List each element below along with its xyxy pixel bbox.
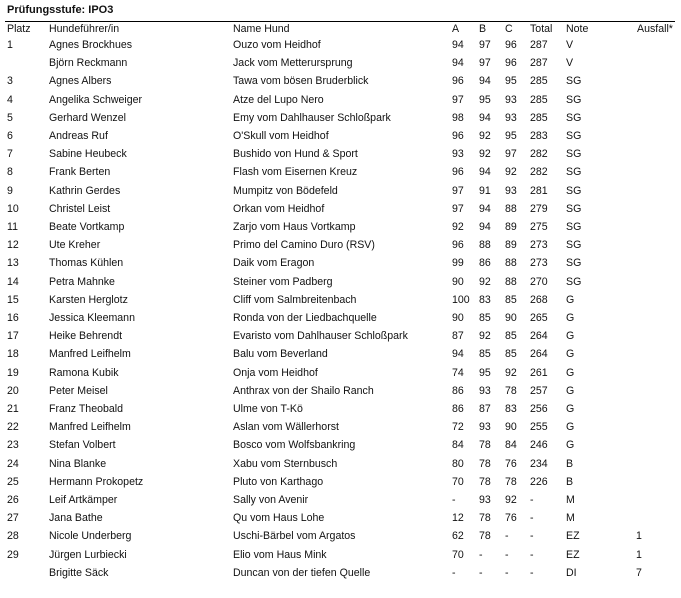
cell-dog-name: Zarjo vom Haus Vortkamp: [233, 221, 356, 233]
cell-grade: B: [566, 457, 574, 470]
cell-dog-name: Atze del Lupo Nero: [233, 93, 324, 106]
cell-score-b: 92: [479, 275, 491, 288]
cell-total: 287: [530, 57, 548, 70]
cell-platz: 12: [7, 239, 19, 252]
cell-total: 282: [530, 148, 548, 161]
cell-score-c: 96: [505, 57, 517, 70]
cell-total: 246: [530, 439, 548, 452]
cell-total: -: [530, 566, 534, 579]
header-platz: Platz: [7, 23, 31, 35]
cell-score-b: -: [479, 566, 483, 579]
cell-handler: Ute Kreher: [49, 239, 101, 252]
cell-handler: Ramona Kubik: [49, 366, 119, 379]
cell-dog-name: Daik vom Eragon: [233, 257, 315, 270]
cell-total: -: [530, 548, 534, 561]
cell-dog-name: Tawa vom bösen Bruderblick: [233, 75, 369, 88]
cell-score-a: 74: [452, 366, 464, 379]
cell-score-a: 96: [452, 166, 464, 179]
cell-score-a: 96: [452, 239, 464, 252]
table-row: [0, 147, 681, 161]
cell-score-b: 78: [479, 457, 491, 470]
cell-dog-name: Jack vom Metterursprung: [233, 57, 353, 70]
cell-platz: 20: [7, 384, 19, 397]
cell-score-a: 97: [452, 202, 464, 215]
cell-grade: SG: [566, 275, 582, 288]
cell-score-b: 78: [479, 475, 491, 488]
table-row: [0, 184, 681, 198]
cell-grade: V: [566, 57, 574, 70]
cell-total: 226: [530, 475, 548, 488]
cell-platz: 25: [7, 475, 19, 488]
cell-score-c: 92: [505, 166, 517, 179]
cell-total: 255: [530, 421, 548, 434]
cell-score-b: 97: [479, 39, 491, 51]
cell-score-c: 88: [505, 202, 517, 215]
cell-dog-name: Anthrax von der Shailo Ranch: [233, 384, 374, 397]
cell-platz: 14: [7, 275, 19, 288]
cell-grade: SG: [566, 93, 582, 106]
cell-score-b: 94: [479, 166, 491, 179]
cell-dog-name: Mumpitz von Bödefeld: [233, 184, 338, 197]
cell-score-a: 94: [452, 39, 464, 51]
cell-grade: G: [566, 384, 575, 397]
cell-total: 264: [530, 348, 548, 361]
header-dog-name: Name Hund: [233, 23, 290, 35]
cell-handler: Nicole Underberg: [49, 530, 132, 543]
cell-total: 275: [530, 221, 548, 233]
cell-dropout: 7: [636, 566, 642, 579]
table-row: [0, 56, 681, 70]
cell-handler: Christel Leist: [49, 202, 111, 215]
cell-grade: V: [566, 39, 574, 51]
cell-score-c: 88: [505, 257, 517, 270]
cell-dog-name: Sally von Avenir: [233, 494, 309, 506]
cell-grade: G: [566, 330, 575, 343]
table-row: [0, 256, 681, 270]
cell-handler: Agnes Albers: [49, 75, 112, 88]
cell-platz: 21: [7, 403, 19, 415]
cell-total: 273: [530, 239, 548, 252]
cell-handler: Karsten Herglotz: [49, 293, 128, 306]
cell-score-a: 92: [452, 221, 464, 233]
cell-score-b: 86: [479, 257, 491, 270]
cell-score-a: 62: [452, 530, 464, 543]
cell-dog-name: Flash vom Eisernen Kreuz: [233, 166, 358, 179]
cell-score-b: 95: [479, 93, 491, 106]
table-row: [0, 493, 681, 507]
table-row: [0, 529, 681, 543]
cell-grade: G: [566, 403, 575, 415]
table-header: [0, 22, 681, 36]
cell-platz: 29: [7, 548, 19, 561]
cell-total: 282: [530, 166, 548, 179]
cell-handler: Petra Mahnke: [49, 275, 115, 288]
cell-handler: Frank Berten: [49, 166, 111, 179]
cell-score-c: 95: [505, 75, 517, 88]
table-row: [0, 475, 681, 489]
cell-dog-name: Cliff vom Salmbreitenbach: [233, 293, 357, 306]
cell-handler: Peter Meisel: [49, 384, 108, 397]
cell-platz: 22: [7, 421, 19, 434]
cell-score-b: 94: [479, 75, 491, 88]
cell-grade: SG: [566, 239, 582, 252]
cell-score-a: 99: [452, 257, 464, 270]
cell-score-c: 90: [505, 312, 517, 324]
cell-score-c: 83: [505, 403, 517, 415]
cell-score-c: 95: [505, 130, 517, 142]
header-total: Total: [530, 23, 553, 35]
cell-platz: 8: [7, 166, 13, 179]
cell-score-c: 78: [505, 475, 517, 488]
cell-grade: EZ: [566, 548, 580, 561]
cell-grade: G: [566, 366, 575, 379]
cell-grade: SG: [566, 130, 582, 142]
cell-dog-name: Evaristo vom Dahlhauser Schloßpark: [233, 330, 408, 343]
cell-handler: Nina Blanke: [49, 457, 107, 470]
table-row: [0, 329, 681, 343]
cell-platz: 17: [7, 330, 19, 343]
cell-dog-name: Ulme von T-Kö: [233, 403, 303, 415]
cell-score-c: 85: [505, 330, 517, 343]
cell-score-c: 78: [505, 384, 517, 397]
cell-platz: 28: [7, 530, 19, 543]
cell-total: 279: [530, 202, 548, 215]
cell-score-c: 92: [505, 366, 517, 379]
cell-dog-name: Ouzo vom Heidhof: [233, 39, 321, 51]
cell-total: 261: [530, 366, 548, 379]
cell-score-b: 94: [479, 221, 491, 233]
cell-platz: 15: [7, 293, 19, 306]
cell-total: 268: [530, 293, 548, 306]
cell-grade: SG: [566, 257, 582, 270]
cell-total: 270: [530, 275, 548, 288]
cell-score-c: 93: [505, 111, 517, 124]
cell-platz: 27: [7, 512, 19, 525]
cell-score-b: 92: [479, 330, 491, 343]
cell-score-b: 85: [479, 312, 491, 324]
cell-score-c: -: [505, 548, 509, 561]
cell-total: 257: [530, 384, 548, 397]
table-row: [0, 366, 681, 380]
cell-dog-name: Orkan vom Heidhof: [233, 202, 325, 215]
cell-handler: Hermann Prokopetz: [49, 475, 144, 488]
cell-dog-name: Duncan von der tiefen Quelle: [233, 566, 371, 579]
cell-score-a: 90: [452, 312, 464, 324]
cell-total: -: [530, 512, 534, 525]
cell-grade: G: [566, 439, 575, 452]
cell-handler: Jana Bathe: [49, 512, 103, 525]
table-row: [0, 402, 681, 416]
cell-handler: Agnes Brockhues: [49, 39, 133, 51]
cell-platz: 18: [7, 348, 19, 361]
cell-score-a: 87: [452, 330, 464, 343]
table-row: [0, 566, 681, 580]
cell-grade: G: [566, 348, 575, 361]
cell-grade: SG: [566, 111, 582, 124]
cell-score-b: 83: [479, 293, 491, 306]
cell-grade: M: [566, 512, 575, 525]
table-row: [0, 511, 681, 525]
cell-score-b: 94: [479, 111, 491, 124]
cell-grade: SG: [566, 148, 582, 161]
cell-handler: Stefan Volbert: [49, 439, 116, 452]
cell-dog-name: O'Skull vom Heidhof: [233, 130, 329, 142]
cell-handler: Leif Artkämper: [49, 494, 118, 506]
cell-handler: Angelika Schweiger: [49, 93, 143, 106]
table-row: [0, 111, 681, 125]
cell-total: 273: [530, 257, 548, 270]
cell-score-a: 94: [452, 57, 464, 70]
cell-score-c: -: [505, 566, 509, 579]
cell-score-c: 85: [505, 293, 517, 306]
table-row: [0, 165, 681, 179]
cell-total: 285: [530, 111, 548, 124]
cell-total: -: [530, 494, 534, 506]
cell-grade: G: [566, 421, 575, 434]
cell-platz: 10: [7, 202, 19, 215]
cell-score-a: 72: [452, 421, 464, 434]
header-handler: Hundeführer/in: [49, 23, 120, 35]
cell-dropout: 1: [636, 530, 642, 543]
cell-score-a: 96: [452, 130, 464, 142]
cell-score-a: 12: [452, 512, 464, 525]
cell-score-b: 78: [479, 512, 491, 525]
header-score-a: A: [452, 23, 460, 35]
cell-score-c: 90: [505, 421, 517, 434]
cell-score-c: 92: [505, 494, 517, 506]
cell-dog-name: Uschi-Bärbel vom Argatos: [233, 530, 356, 543]
cell-dog-name: Qu vom Haus Lohe: [233, 512, 325, 525]
cell-handler: Sabine Heubeck: [49, 148, 127, 161]
table-row: [0, 293, 681, 307]
cell-grade: G: [566, 293, 575, 306]
cell-total: 287: [530, 39, 548, 51]
header-score-b: B: [479, 23, 487, 35]
cell-platz: 6: [7, 130, 13, 142]
cell-score-c: 88: [505, 275, 517, 288]
cell-platz: 13: [7, 257, 19, 270]
cell-score-c: 76: [505, 512, 517, 525]
cell-total: 265: [530, 312, 548, 324]
cell-score-b: 92: [479, 148, 491, 161]
cell-score-c: 89: [505, 221, 517, 233]
table-row: [0, 202, 681, 216]
cell-score-a: 86: [452, 403, 464, 415]
cell-score-b: -: [479, 548, 483, 561]
cell-score-a: 70: [452, 548, 464, 561]
cell-grade: EZ: [566, 530, 580, 543]
cell-platz: 26: [7, 494, 19, 506]
cell-grade: SG: [566, 184, 582, 197]
cell-dog-name: Primo del Camino Duro (RSV): [233, 239, 375, 252]
cell-score-b: 91: [479, 184, 491, 197]
cell-total: -: [530, 530, 534, 543]
cell-score-c: 96: [505, 39, 517, 51]
cell-score-c: 84: [505, 439, 517, 452]
table-row: [0, 238, 681, 252]
exam-level-title: Prüfungsstufe: IPO3: [7, 4, 114, 16]
cell-platz: 4: [7, 93, 13, 106]
cell-score-c: 93: [505, 184, 517, 197]
cell-total: 256: [530, 403, 548, 415]
cell-score-a: 97: [452, 93, 464, 106]
cell-score-a: 70: [452, 475, 464, 488]
cell-handler: Gerhard Wenzel: [49, 111, 126, 124]
cell-handler: Heike Behrendt: [49, 330, 123, 343]
cell-score-b: 78: [479, 439, 491, 452]
cell-grade: SG: [566, 221, 582, 233]
table-row: [0, 384, 681, 398]
cell-handler: Manfred Leifhelm: [49, 348, 131, 361]
cell-score-a: 90: [452, 275, 464, 288]
cell-dog-name: Bushido von Hund & Sport: [233, 148, 358, 161]
cell-dog-name: Elio vom Haus Mink: [233, 548, 327, 561]
cell-score-b: 94: [479, 202, 491, 215]
table-row: [0, 74, 681, 88]
table-row: [0, 38, 681, 52]
cell-score-a: 94: [452, 348, 464, 361]
header-dropout: Ausfall*: [637, 23, 673, 35]
table-row: [0, 311, 681, 325]
cell-score-b: 87: [479, 403, 491, 415]
cell-score-b: 88: [479, 239, 491, 252]
cell-handler: Andreas Ruf: [49, 130, 108, 142]
cell-platz: 11: [7, 221, 18, 233]
cell-platz: 3: [7, 75, 13, 88]
table-row: [0, 420, 681, 434]
cell-dog-name: Xabu vom Sternbusch: [233, 457, 338, 470]
cell-total: 285: [530, 93, 548, 106]
cell-score-b: 93: [479, 384, 491, 397]
cell-score-a: 80: [452, 457, 464, 470]
cell-grade: M: [566, 494, 575, 506]
cell-grade: B: [566, 475, 574, 488]
cell-score-c: 97: [505, 148, 517, 161]
cell-score-a: 98: [452, 111, 464, 124]
cell-platz: 7: [7, 148, 13, 161]
cell-platz: 1: [7, 39, 13, 51]
cell-score-b: 92: [479, 130, 491, 142]
cell-score-a: 97: [452, 184, 464, 197]
cell-handler: Brigitte Säck: [49, 566, 109, 579]
header-grade: Note: [566, 23, 589, 35]
cell-platz: 9: [7, 184, 13, 197]
cell-total: 234: [530, 457, 548, 470]
cell-handler: Beate Vortkamp: [49, 221, 125, 233]
cell-total: 283: [530, 130, 548, 142]
cell-score-b: 93: [479, 421, 491, 434]
cell-platz: 23: [7, 439, 19, 452]
cell-total: 281: [530, 184, 548, 197]
table-row: [0, 457, 681, 471]
table-row: [0, 438, 681, 452]
cell-handler: Thomas Kühlen: [49, 257, 124, 270]
cell-score-b: 95: [479, 366, 491, 379]
cell-score-c: 85: [505, 348, 517, 361]
cell-dog-name: Ronda von der Liedbachquelle: [233, 312, 377, 324]
cell-grade: SG: [566, 75, 582, 88]
cell-dog-name: Steiner vom Padberg: [233, 275, 333, 288]
cell-platz: 24: [7, 457, 19, 470]
cell-score-a: 96: [452, 75, 464, 88]
cell-score-a: 84: [452, 439, 464, 452]
cell-score-a: 100: [452, 293, 470, 306]
cell-score-b: 93: [479, 494, 491, 506]
cell-dog-name: Onja vom Heidhof: [233, 366, 318, 379]
header-score-c: C: [505, 23, 513, 35]
cell-score-b: 78: [479, 530, 491, 543]
cell-total: 264: [530, 330, 548, 343]
cell-handler: Franz Theobald: [49, 403, 124, 415]
cell-dog-name: Aslan vom Wällerhorst: [233, 421, 339, 434]
cell-score-a: 86: [452, 384, 464, 397]
cell-handler: Jürgen Lurbiecki: [49, 548, 127, 561]
table-row: [0, 93, 681, 107]
cell-handler: Manfred Leifhelm: [49, 421, 131, 434]
cell-handler: Kathrin Gerdes: [49, 184, 121, 197]
cell-grade: DI: [566, 566, 577, 579]
table-row: [0, 220, 681, 234]
cell-score-c: 93: [505, 93, 517, 106]
cell-dog-name: Pluto von Karthago: [233, 475, 324, 488]
cell-score-c: 89: [505, 239, 517, 252]
cell-handler: Jessica Kleemann: [49, 312, 135, 324]
cell-platz: 19: [7, 366, 19, 379]
cell-dog-name: Bosco vom Wolfsbankring: [233, 439, 356, 452]
table-row: [0, 275, 681, 289]
cell-dog-name: Balu vom Beverland: [233, 348, 328, 361]
cell-score-c: 76: [505, 457, 517, 470]
cell-grade: G: [566, 312, 575, 324]
cell-score-b: 85: [479, 348, 491, 361]
cell-score-a: 93: [452, 148, 464, 161]
cell-handler: Björn Reckmann: [49, 57, 128, 70]
cell-dropout: 1: [636, 548, 642, 561]
table-row: [0, 129, 681, 143]
cell-score-a: -: [452, 566, 456, 579]
cell-platz: 5: [7, 111, 13, 124]
cell-score-b: 97: [479, 57, 491, 70]
cell-score-c: -: [505, 530, 509, 543]
cell-total: 285: [530, 75, 548, 88]
cell-grade: SG: [566, 202, 582, 215]
table-row: [0, 347, 681, 361]
cell-dog-name: Emy vom Dahlhauser Schloßpark: [233, 111, 391, 124]
cell-grade: SG: [566, 166, 582, 179]
cell-platz: 16: [7, 312, 19, 324]
cell-score-a: -: [452, 494, 456, 506]
table-row: [0, 548, 681, 562]
